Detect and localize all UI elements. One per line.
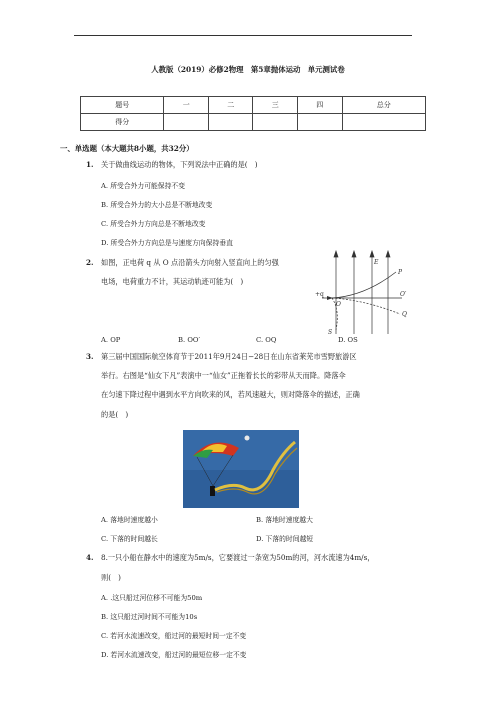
label-s: S <box>328 329 333 334</box>
option-d[interactable]: D. 所受合外力方向总是与速度方向保持垂直 <box>101 239 233 247</box>
option-c[interactable]: C. OQ <box>256 336 277 344</box>
option-c[interactable]: C. 若河水流速改变，船过河的最短时间一定不变 <box>101 632 247 640</box>
option-c[interactable]: C. 所受合外力方向总是不断地改变 <box>101 220 206 228</box>
option-b[interactable]: B. OO′ <box>178 336 201 344</box>
question-stem: 则( ) <box>101 573 121 582</box>
question-number: 2. <box>86 258 94 267</box>
score-input-cell[interactable] <box>208 114 253 131</box>
option-a[interactable]: A. .这只船过河位移不可能为50m <box>101 594 203 602</box>
score-cell: 得分 <box>81 114 164 131</box>
score-cell: 题号 <box>81 97 164 114</box>
score-table <box>80 96 426 131</box>
question-number: 1. <box>86 160 94 169</box>
option-a[interactable]: A. 落地时速度越小 <box>101 516 158 524</box>
parachute-photo <box>183 430 299 508</box>
score-input-cell[interactable] <box>253 114 298 131</box>
score-cell: 三 <box>253 97 298 114</box>
header-rule <box>74 35 412 36</box>
score-table-score-row <box>81 114 426 131</box>
document-title: 人教版（2019）必修2物理 第5章抛体运动 单元测试卷 <box>151 65 345 74</box>
question-stem: 8.一只小船在静水中的速度为5m/s，它要渡过一条宽为50m的河，河水流速为4m/s， <box>101 553 375 562</box>
option-d[interactable]: D. 若河水流速改变，船过河的最短位移一定不变 <box>101 651 247 659</box>
score-table-header-row <box>81 97 426 114</box>
question-stem: 如图，正电荷 q 从 O 点沿箭头方向射入竖直向上的匀强 <box>101 258 279 267</box>
question-stem: 的是( ) <box>101 410 129 419</box>
label-q: +q <box>315 291 324 298</box>
score-input-cell[interactable] <box>164 114 209 131</box>
label-p: P <box>398 269 403 276</box>
option-a[interactable]: A. 所受合外力可能保持不变 <box>101 182 185 190</box>
option-a[interactable]: A. OP <box>101 336 121 344</box>
option-c[interactable]: C. 下落的时间越长 <box>101 535 158 543</box>
question-number: 4. <box>86 553 94 562</box>
label-e: E <box>374 259 379 266</box>
score-cell: 一 <box>164 97 209 114</box>
label-q-point: Q <box>402 311 407 318</box>
score-input-cell[interactable] <box>342 114 425 131</box>
question-stem: 关于做曲线运动的物体，下列说法中正确的是( ) <box>101 160 258 169</box>
option-d[interactable]: D. 下落的时间越短 <box>256 535 314 543</box>
question-stem: 电场，电荷重力不计，其运动轨迹可能为( ) <box>101 277 244 286</box>
score-cell: 二 <box>208 97 253 114</box>
question-stem: 举行。右图是“仙女下凡”表演中一“仙女”正拖着长长的彩带从天而降。降落伞 <box>101 371 346 380</box>
option-b[interactable]: B. 所受合外力的大小总是不断地改变 <box>101 201 213 209</box>
section-heading: 一、单选题（本大题共8小题，共32分） <box>60 144 194 153</box>
option-b[interactable]: B. 这只船过河时间不可能为10s <box>101 613 198 621</box>
label-o-prime: O′ <box>400 291 407 298</box>
question-number: 3. <box>86 352 94 361</box>
question-stem: 第三届中国国际航空体育节于2011年9月24日−28日在山东省莱芜市雪野旅游区 <box>101 352 357 361</box>
electric-field-figure <box>310 250 410 334</box>
score-cell: 总分 <box>342 97 425 114</box>
option-b[interactable]: B. 落地时速度越大 <box>256 516 313 524</box>
label-o: O <box>336 301 341 308</box>
option-d[interactable]: D. OS <box>338 336 358 344</box>
score-input-cell[interactable] <box>298 114 343 131</box>
question-stem: 在匀速下降过程中遇到水平方向吹来的风，若风速越大，则对降落伞的描述，正确 <box>101 390 360 399</box>
score-cell: 四 <box>298 97 343 114</box>
